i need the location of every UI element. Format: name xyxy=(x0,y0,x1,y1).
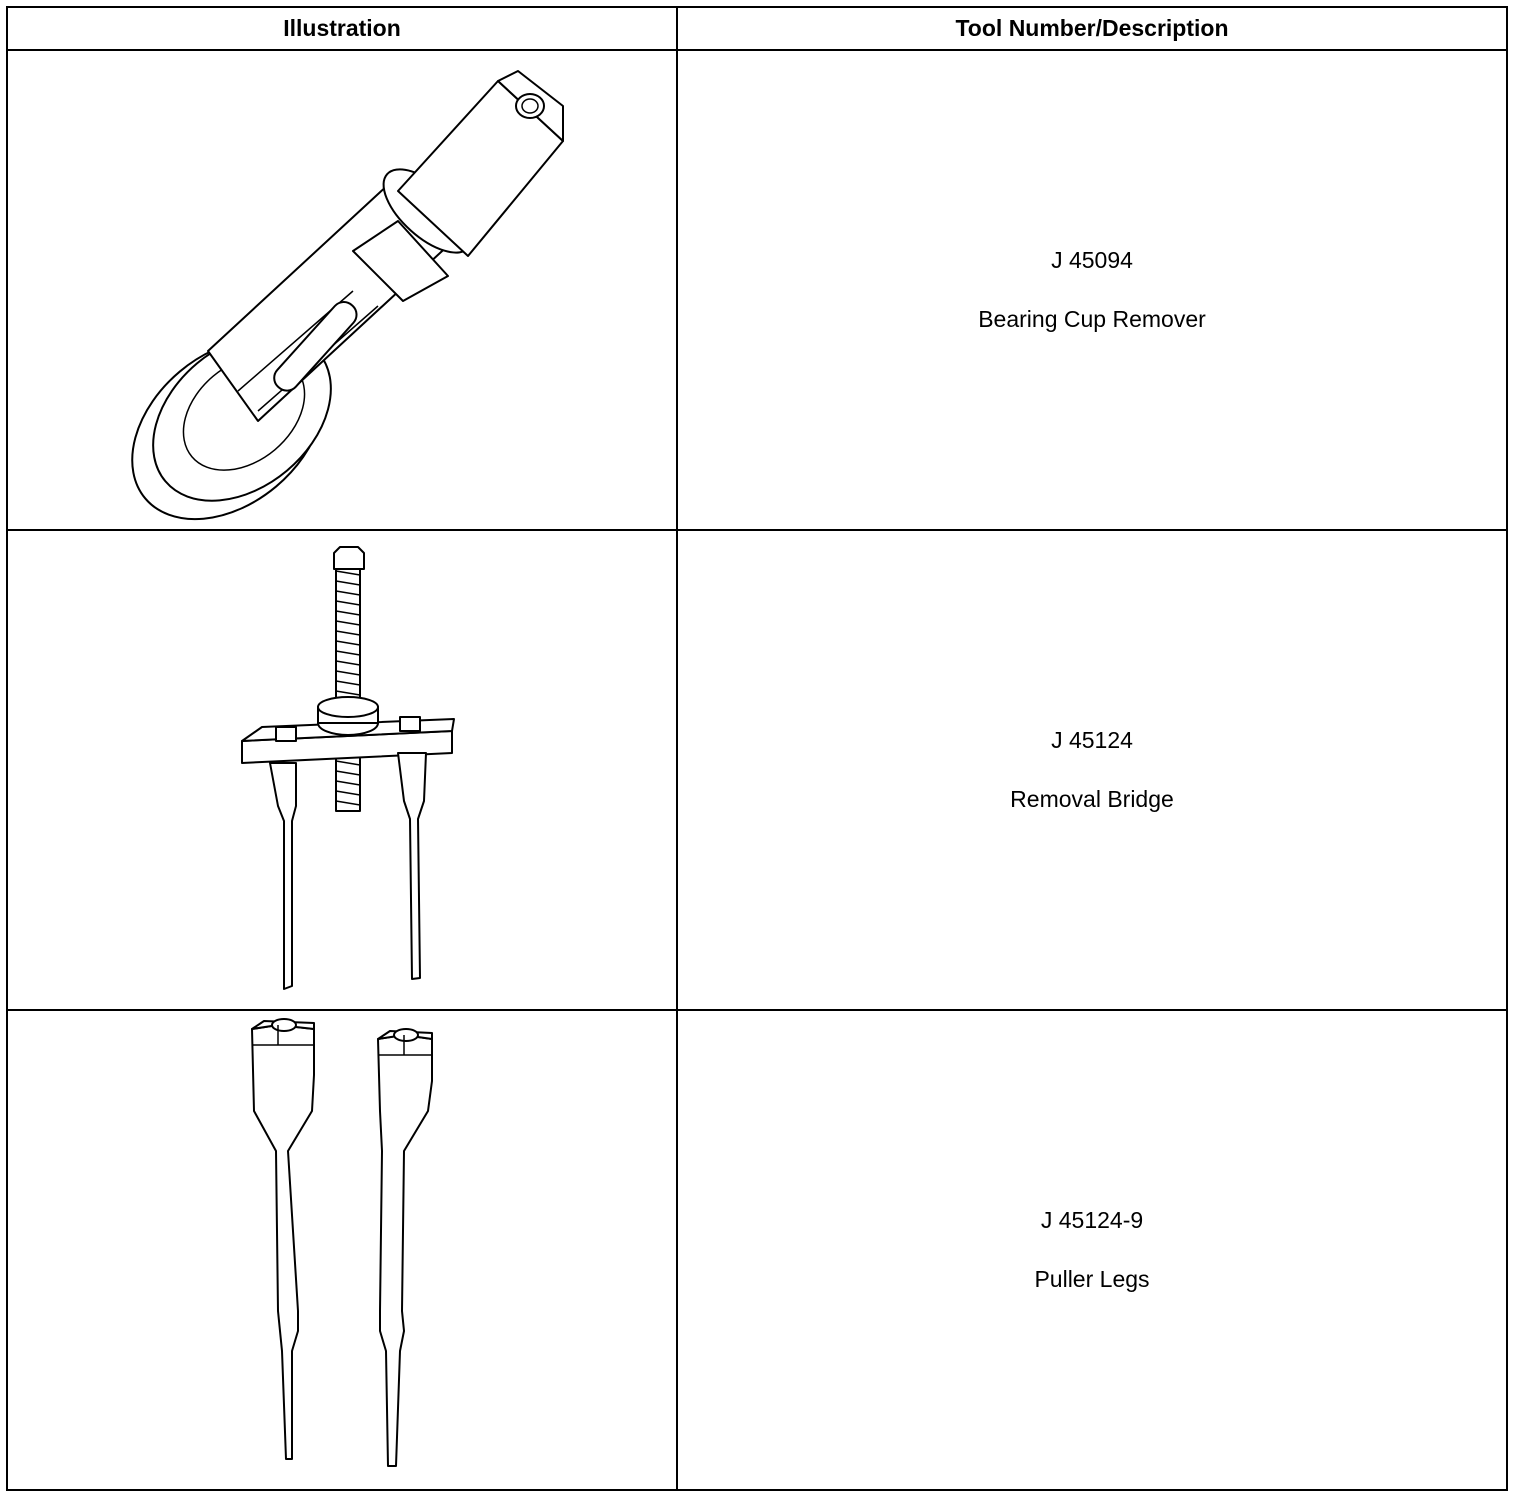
tool-number: J 45094 xyxy=(1051,247,1133,273)
tool-number: J 45124 xyxy=(1051,727,1133,753)
tool-name: Removal Bridge xyxy=(1010,786,1174,812)
special-tools-table xyxy=(6,6,1508,1491)
tool-number: J 45124-9 xyxy=(1040,1207,1144,1233)
illustration-cell xyxy=(7,50,677,530)
tool-description-cell xyxy=(677,1010,1507,1490)
illustration-cell xyxy=(7,530,677,1010)
puller-legs-drawing xyxy=(8,1011,678,1489)
tool-name: Bearing Cup Remover xyxy=(978,306,1206,332)
illustration-cell xyxy=(7,1010,677,1490)
header-tool-description: Tool Number/Description xyxy=(677,7,1507,50)
table-row xyxy=(7,530,1507,1010)
bearing-cup-remover-drawing xyxy=(8,51,678,529)
header-illustration: Illustration xyxy=(7,7,677,50)
table-row xyxy=(7,50,1507,530)
removal-bridge-drawing xyxy=(8,531,678,1009)
tool-name: Puller Legs xyxy=(1034,1266,1150,1292)
table-row xyxy=(7,1010,1507,1490)
tool-description-cell xyxy=(677,530,1507,1010)
tool-description-cell xyxy=(677,50,1507,530)
header-row xyxy=(7,7,1507,50)
